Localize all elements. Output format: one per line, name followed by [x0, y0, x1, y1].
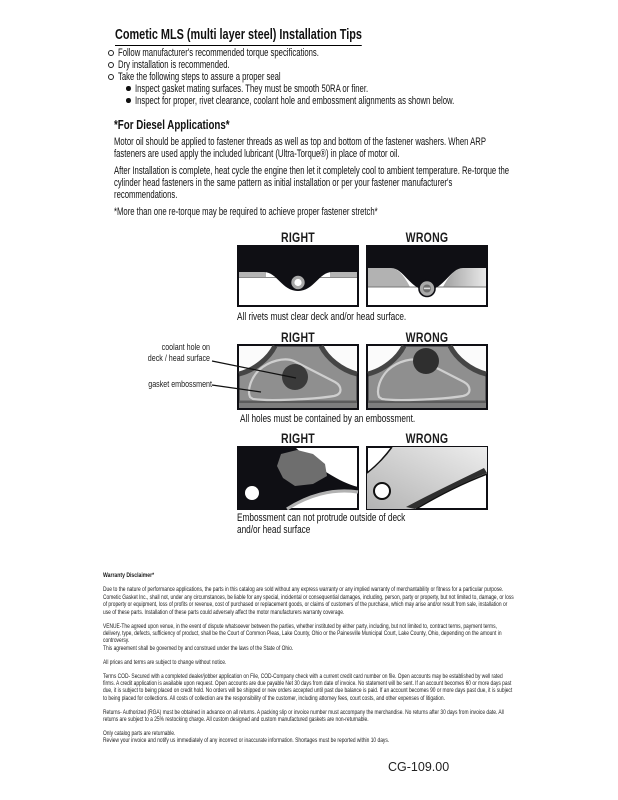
filled-bullet-icon: [126, 98, 131, 103]
embossment-wrong-diagram: [366, 344, 488, 410]
tip-sub-item: [126, 83, 468, 95]
open-bullet-icon: [108, 74, 114, 80]
tip-sub-text: Inspect gasket mating surfaces. They must be smooth 50RA or finer.: [134, 83, 368, 95]
coolant-hole-callout-line1: coolant hole on: [161, 342, 210, 353]
warranty-venue: VENUE-The agreed upon venue, in the event of dispute whatsoever between the parties, whether instituted by either party, including, but not limited to, contract terms, payment terms, delivery, type, defects, sufficiency of product, shall be the Court of Common Pleas, Lake County, Ohio or the Painesville Municipal Court, Lake County, Ohio, depending on the amount in controversy.: [103, 622, 502, 645]
tip-sub-item: [126, 95, 591, 107]
warranty-heading: Warranty Disclaimer*: [103, 572, 155, 579]
gasket-embossment-callout: gasket embossment: [148, 379, 212, 390]
warranty-prices: All prices and terms are subject to change without notice.: [103, 658, 227, 666]
warranty-section: [103, 572, 516, 751]
open-bullet-icon: [108, 62, 114, 68]
tip-item: [108, 59, 278, 71]
row1-caption: All rivets must clear deck and/or head surface.: [237, 311, 407, 323]
rivet-right-diagram: [237, 245, 359, 307]
page-title: [115, 27, 362, 46]
row3-caption-line1: Embossment can not protrude outside of deck: [237, 512, 406, 524]
page-code: CG-109.00: [388, 760, 450, 774]
filled-bullet-icon: [126, 86, 131, 91]
warranty-returns: Returns- Authorized (RGA) must be obtained in advance on all returns. A packing slip or invoice number must accompany the merchandise. No returns after 30 days from invoice date. All returns are subject to a 25% restocking charge. All custom designed and custom manufactured gaskets are non-returnable.: [103, 708, 504, 724]
rivet-wrong-diagram: [366, 245, 488, 307]
row2-wrong-label: WRONG: [405, 330, 449, 345]
tip-item: [108, 71, 350, 83]
tip-text: Dry installation is recommended.: [118, 59, 230, 71]
retorque-note: *More than one re-torque may be required to achieve proper fastener stretch*: [114, 206, 378, 218]
coolant-hole-callout-line2: deck / head surface: [147, 353, 210, 364]
callout-leader-lines: [210, 340, 310, 400]
protrusion-wrong-diagram: [366, 446, 488, 510]
tip-text: Follow manufacturer's recommended torque specifications.: [118, 47, 319, 59]
row2-caption: All holes must be contained by an embossment.: [240, 413, 416, 425]
row3-right-label: RIGHT: [281, 431, 315, 446]
protrusion-right-diagram: [237, 446, 359, 510]
tip-text: Take the following steps to assure a proper seal: [118, 71, 281, 83]
diesel-paragraph-1: Motor oil should be applied to fastener threads as well as top and bottom of the fastener washers. When ARP fasteners are used apply the included lubricant (Ultra-Torque®) in place of motor oil.: [114, 136, 486, 161]
warranty-catalog: Only catalog parts are returnable.: [103, 730, 176, 737]
warranty-governing: This agreement shall be governed by and construed under the laws of the State of Ohio.: [103, 644, 294, 652]
row2-right-label: RIGHT: [281, 330, 315, 345]
diesel-heading: *For Diesel Applications*: [114, 117, 230, 132]
warranty-terms: Terms COD- Secured with a completed dealer/jobber application on File, COD-Company check with a current credit card number on file. Open accounts may be established by well rated firms. A credit application is available upon request. Open accounts are due payable Net 30 days from date of invoice. No statement will be sent. If an account becomes 60 or more days past due, it is subject to being placed on credit hold. No orders will be shipped or new orders accepted until past due balance is paid. If an account becomes 90 or more days past due, it is subject to being placed for collections. All costs of collection are the responsibility of the customer, including attorney fees, court costs, and other expenses of litigation.: [103, 672, 513, 702]
warranty-review: Review your invoice and notify us immediately of any incorrect or inaccurate information. Shortages must be reported within 10 days.: [103, 737, 390, 745]
row1-right-label: RIGHT: [281, 230, 315, 245]
tip-item: [108, 47, 405, 59]
row1-wrong-label: WRONG: [405, 230, 449, 245]
tip-sub-text: Inspect for proper, rivet clearance, coolant hole and embossment alignments as shown below.: [134, 95, 454, 107]
row3-wrong-label: WRONG: [405, 431, 449, 446]
open-bullet-icon: [108, 50, 114, 56]
row3-caption-line2: and/or head surface: [237, 524, 311, 536]
warranty-disclaimer: Due to the nature of performance applications, the parts in this catalog are sold without any express warranty or any implied warranty of merchantability or fitness for a particular purpose. Cometic Gasket Inc., shall not, under any circumstances, be liable for any special, incidental or consequential damages, including, person, party or property, but not limited to, damage, or loss of property or equipment, loss of profits or revenue, cost of purchased or replacement goods, or claims of customers of the purchase, which may arise and/or result from sale, installation or use of these parts. Installation of these parts could adversely affect the motor manufacturers warranty coverage.: [103, 586, 514, 616]
diesel-paragraph-2: After Installation is complete, heat cycle the engine then let it completely cool to ambient temperature. Re-torque the cylinder head fasteners in the same pattern as initial installation or per your fastener manufacturer's recommendations.: [114, 165, 510, 202]
page-title-text: Cometic MLS (multi layer steel) Installation Tips: [115, 27, 362, 46]
